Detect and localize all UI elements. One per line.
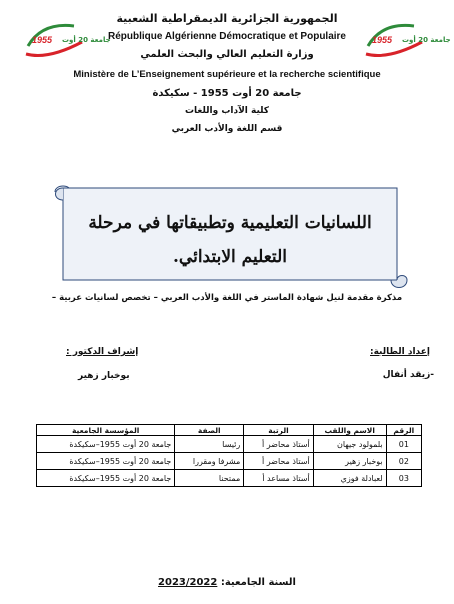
university-name: جامعة 20 أوت 1955 - سكيكدة (152, 88, 302, 99)
logo-uni-text: جامعة 20 أوت (62, 36, 111, 44)
country-name-ar: الجمهورية الجزائرية الديمقراطية الشعبية (116, 12, 338, 25)
ministry-name-fr: Ministère de L’Enseignement supérieure et la recherche scientifique (73, 69, 381, 80)
academic-year-label: السنة الجامعية: (220, 577, 296, 588)
column-header: المؤسسة الجامعية (37, 425, 175, 436)
logo-year-text: 1955 (32, 35, 53, 45)
table-row (37, 470, 422, 487)
table-cell: مشرفا ومقررا (175, 453, 244, 470)
logo-uni-text: جامعة 20 أوت (402, 36, 451, 44)
table-cell: جامعة 20 أوت 1955–سكيكدة (37, 453, 175, 470)
university-logo-left (22, 16, 111, 72)
table-cell: ممتحنا (175, 470, 244, 487)
thesis-title: اللسانيات التعليمية وتطبيقاتها في مرحلة التعليم الابتدائي. (88, 213, 372, 267)
table-row (37, 453, 422, 470)
table-cell: 02 (386, 453, 421, 470)
supervisor-name: بوخبار زهير (78, 371, 130, 381)
faculty-name: كلية الآداب واللغات (184, 106, 270, 116)
table-cell: أستاذ مساعد أ (244, 470, 313, 487)
student-name: -زيقد أنفال (382, 370, 434, 380)
table-cell: أستاذ محاضر أ (244, 453, 313, 470)
ministry-name-ar: وزارة التعليم العالي والبحث العلمي (140, 49, 314, 60)
academic-year-value: 2023/2022 (158, 577, 218, 588)
column-header: الصفة (175, 425, 244, 436)
committee-table (36, 424, 422, 487)
table-cell: 03 (386, 470, 421, 487)
student-label: إعداد الطالبة: (370, 347, 430, 357)
committee-header-row (37, 425, 422, 436)
country-name-fr: République Algérienne Démocratique et Populaire (107, 31, 346, 42)
table-cell: جامعة 20 أوت 1955–سكيكدة (37, 470, 175, 487)
column-header: الرقم (386, 425, 421, 436)
table-cell: رئيسا (175, 436, 244, 453)
table-cell: بلمولود جيهان (313, 436, 386, 453)
table-cell: بوخبار زهير (313, 453, 386, 470)
table-cell: أستاذ محاضر أ (244, 436, 313, 453)
table-cell: لعبادلة فوزي (313, 470, 386, 487)
memo-description: مذكرة مقدمة لنيل شهادة الماستر في اللغة والأدب العربي – تخصص لسانيات عربية – (51, 293, 403, 303)
university-logo-right (362, 16, 451, 72)
table-cell: 01 (386, 436, 421, 453)
academic-year (0, 577, 454, 588)
column-header: الرتبة (244, 425, 313, 436)
logo-year-text: 1955 (372, 35, 393, 45)
column-header: الاسم واللقب (313, 425, 386, 436)
table-row (37, 436, 422, 453)
department-name: قسم اللغة والأدب العربي (171, 124, 283, 134)
table-cell: جامعة 20 أوت 1955–سكيكدة (37, 436, 175, 453)
supervisor-label: إشراف الدكتور : (66, 347, 139, 357)
